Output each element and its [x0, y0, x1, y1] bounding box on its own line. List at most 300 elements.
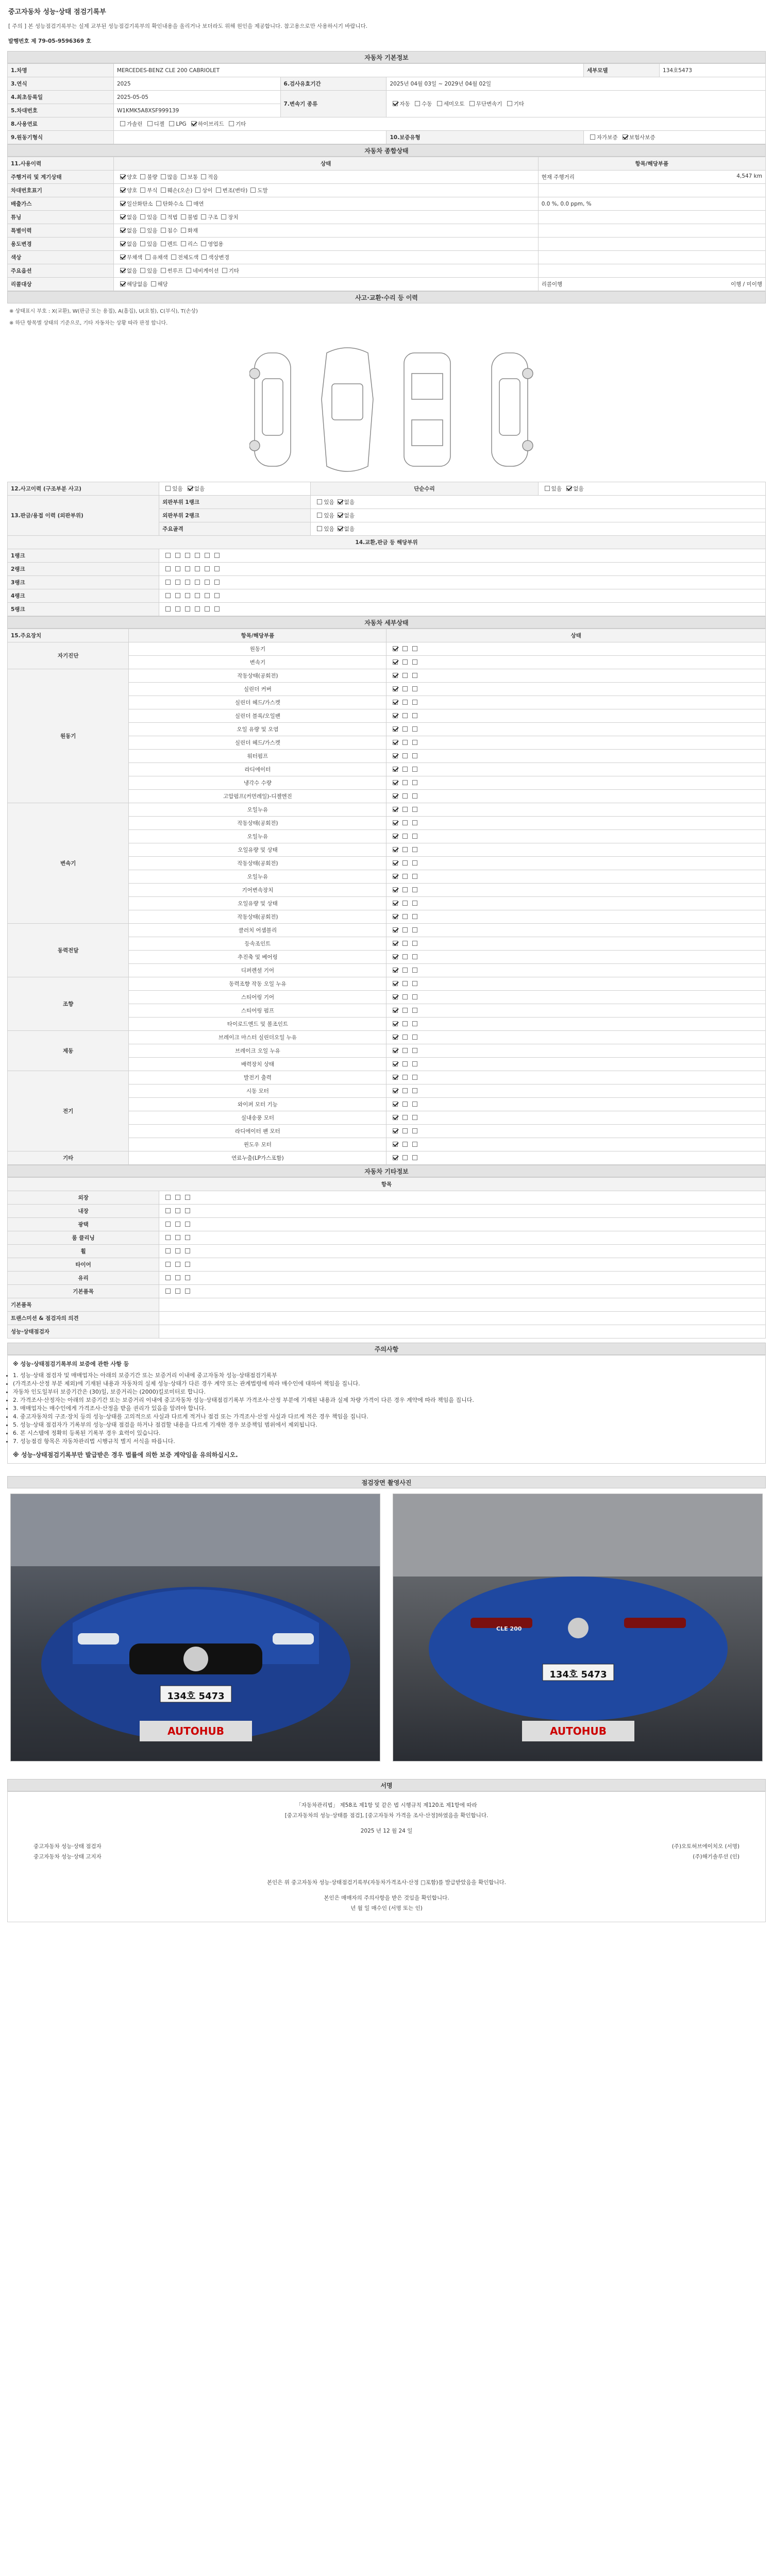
checkbox-icon[interactable] [393, 1101, 398, 1107]
overall-item-label: 특별이력 [8, 224, 114, 238]
sign-line-1: 「자동차관리법」 제58조 제1항 및 같은 법 시행규칙 제120조 제1항에 따라 [296, 1802, 477, 1808]
option-label: 불법 [187, 214, 198, 221]
checkbox-icon[interactable] [402, 1008, 408, 1013]
checkbox-icon[interactable] [412, 820, 417, 825]
checkbox-icon[interactable] [338, 513, 343, 518]
checkbox-icon[interactable] [393, 874, 398, 879]
checkbox-icon[interactable] [545, 486, 550, 491]
checkbox-icon[interactable] [140, 268, 145, 273]
checkbox-icon[interactable] [185, 1195, 190, 1200]
other-item-label: 룸 클리닝 [8, 1231, 159, 1245]
section-photo-header: 점검장면 촬영사진 [7, 1476, 766, 1488]
checkbox-icon[interactable] [140, 228, 145, 233]
checkbox-icon[interactable] [402, 1088, 408, 1093]
checkbox-icon[interactable] [402, 1155, 408, 1160]
checkbox-icon[interactable] [185, 1248, 190, 1253]
checkbox-icon[interactable] [175, 566, 180, 571]
checkbox-icon[interactable] [412, 740, 417, 745]
checkbox-icon[interactable] [393, 981, 398, 986]
checkbox-icon[interactable] [393, 726, 398, 732]
checkbox-icon[interactable] [412, 1115, 417, 1120]
checkbox-icon[interactable] [412, 753, 417, 758]
option-label: 리스 [187, 241, 198, 247]
basic-value-plate: 134호5473 [660, 64, 766, 77]
checkbox-icon[interactable] [175, 1289, 180, 1294]
checkbox-icon[interactable] [402, 713, 408, 718]
checkbox-icon[interactable] [393, 686, 398, 691]
checkbox-icon[interactable] [412, 1021, 417, 1026]
checkbox-icon[interactable] [185, 606, 190, 612]
checkbox-icon[interactable] [147, 121, 153, 126]
checkbox-icon[interactable] [412, 1101, 417, 1107]
rank-options: 있음 없음 [311, 522, 766, 536]
damage-rank-label: 5랭크 [8, 603, 159, 616]
checkbox-icon[interactable] [120, 201, 125, 206]
checkbox-icon[interactable] [393, 659, 398, 665]
checkbox-icon[interactable] [393, 1021, 398, 1026]
list-item: • 3. 매매업자는 매수인에게 가격조사·산정을 받을 권리가 있음을 알려야 합니다. [13, 1404, 760, 1412]
table-row [8, 924, 766, 937]
option-label: 색상변경 [208, 255, 229, 261]
checkbox-icon[interactable] [402, 834, 408, 839]
checkbox-icon[interactable] [195, 188, 200, 193]
checkbox-icon[interactable] [165, 580, 171, 585]
checkbox-icon[interactable] [412, 780, 417, 785]
checkbox-icon[interactable] [402, 887, 408, 892]
checkbox-icon[interactable] [412, 1075, 417, 1080]
checkbox-icon[interactable] [185, 1222, 190, 1227]
checkbox-icon[interactable] [393, 646, 398, 651]
detail-item-label: 변속기 [129, 656, 386, 669]
checkbox-icon[interactable] [175, 1262, 180, 1267]
detail-header-col3: 상태 [386, 629, 766, 642]
checkbox-icon[interactable] [393, 914, 398, 919]
checkbox-icon[interactable] [175, 1248, 180, 1253]
checkbox-icon[interactable] [175, 593, 180, 598]
checkbox-icon[interactable] [412, 793, 417, 799]
checkbox-icon[interactable] [412, 968, 417, 973]
checkbox-icon[interactable] [186, 268, 191, 273]
checkbox-icon[interactable] [437, 101, 442, 106]
detail-group-label: 조향 [8, 977, 129, 1031]
detail-item-label: 브레이크 오일 누유 [129, 1044, 386, 1058]
checkbox-icon[interactable] [317, 513, 322, 518]
checkbox-icon[interactable] [393, 673, 398, 678]
checkbox-icon[interactable] [402, 673, 408, 678]
checkbox-icon[interactable] [214, 566, 220, 571]
detail-item-status [386, 924, 766, 937]
checkbox-icon[interactable] [590, 134, 595, 140]
checkbox-icon[interactable] [195, 593, 200, 598]
checkbox-icon[interactable] [165, 606, 171, 612]
checkbox-icon[interactable] [165, 593, 171, 598]
checkbox-icon[interactable] [402, 780, 408, 785]
checkbox-icon[interactable] [169, 121, 174, 126]
checkbox-icon[interactable] [185, 1275, 190, 1280]
checkbox-icon[interactable] [402, 847, 408, 852]
checkbox-icon[interactable] [623, 134, 628, 140]
checkbox-icon[interactable] [393, 860, 398, 866]
checkbox-icon[interactable] [205, 593, 210, 598]
checkbox-icon[interactable] [205, 553, 210, 558]
checkbox-icon[interactable] [412, 1008, 417, 1013]
checkbox-icon[interactable] [393, 901, 398, 906]
basic-label-model: 세부모델 [583, 64, 659, 77]
checkbox-icon[interactable] [165, 1235, 171, 1240]
checkbox-icon[interactable] [566, 486, 572, 491]
checkbox-icon[interactable] [185, 593, 190, 598]
checkbox-icon[interactable] [140, 214, 145, 219]
checkbox-icon[interactable] [140, 188, 145, 193]
checkbox-icon[interactable] [402, 686, 408, 691]
checkbox-icon[interactable] [120, 241, 125, 246]
detail-item-status [386, 669, 766, 683]
checkbox-icon[interactable] [412, 874, 417, 879]
checkbox-icon[interactable] [165, 1222, 171, 1227]
detail-group-label: 제동 [8, 1031, 129, 1071]
checkbox-icon[interactable] [402, 753, 408, 758]
checkbox-icon[interactable] [165, 1262, 171, 1267]
checkbox-icon[interactable] [393, 847, 398, 852]
checkbox-icon[interactable] [402, 927, 408, 933]
checkbox-icon[interactable] [161, 214, 166, 219]
checkbox-icon[interactable] [175, 580, 180, 585]
checkbox-icon[interactable] [412, 901, 417, 906]
checkbox-icon[interactable] [151, 281, 156, 286]
checkbox-icon[interactable] [402, 981, 408, 986]
checkbox-icon[interactable] [393, 1088, 398, 1093]
checkbox-icon[interactable] [402, 1021, 408, 1026]
checkbox-icon[interactable] [402, 807, 408, 812]
checkbox-icon[interactable] [317, 526, 322, 531]
table-row [8, 1325, 766, 1338]
checkbox-icon[interactable] [120, 174, 125, 179]
checkbox-icon[interactable] [214, 580, 220, 585]
checkbox-icon[interactable] [402, 1061, 408, 1066]
checkbox-icon[interactable] [175, 1275, 180, 1280]
checkbox-icon[interactable] [185, 553, 190, 558]
checkbox-icon[interactable] [165, 1208, 171, 1213]
detail-item-status [386, 763, 766, 776]
other-header: 항목 [8, 1178, 766, 1191]
checkbox-icon[interactable] [156, 201, 161, 206]
option-label: 없음 [573, 486, 584, 492]
other-bottom-label: 트랜스미션 & 점검자의 의견 [8, 1312, 159, 1325]
checkbox-icon[interactable] [171, 255, 176, 260]
checkbox-icon[interactable] [402, 767, 408, 772]
checkbox-icon[interactable] [393, 767, 398, 772]
checkbox-icon[interactable] [201, 241, 206, 246]
checkbox-icon[interactable] [412, 713, 417, 718]
checkbox-icon[interactable] [393, 887, 398, 892]
checkbox-icon[interactable] [402, 700, 408, 705]
checkbox-icon[interactable] [338, 499, 343, 504]
checkbox-icon[interactable] [185, 566, 190, 571]
detail-item-label: 작동상태(공회전) [129, 669, 386, 683]
checkbox-icon[interactable] [181, 241, 186, 246]
checkbox-icon[interactable] [412, 914, 417, 919]
basic-label-vin: 5.차대번호 [8, 104, 114, 117]
checkbox-icon[interactable] [412, 700, 417, 705]
checkbox-icon[interactable] [393, 780, 398, 785]
checkbox-icon[interactable] [412, 927, 417, 933]
checkbox-icon[interactable] [181, 228, 186, 233]
option-label: 전체도색 [177, 255, 199, 261]
checkbox-icon[interactable] [412, 1155, 417, 1160]
checkbox-icon[interactable] [402, 968, 408, 973]
checkbox-icon[interactable] [402, 820, 408, 825]
checkbox-icon[interactable] [165, 1248, 171, 1253]
checkbox-icon[interactable] [402, 1035, 408, 1040]
checkbox-icon[interactable] [120, 255, 125, 260]
checkbox-icon[interactable] [191, 121, 196, 126]
checkbox-icon[interactable] [120, 228, 125, 233]
checkbox-icon[interactable] [120, 188, 125, 193]
checkbox-icon[interactable] [393, 713, 398, 718]
option-label: 하이브리드 [198, 121, 224, 127]
checkbox-icon[interactable] [221, 214, 226, 219]
checkbox-icon[interactable] [393, 941, 398, 946]
checkbox-icon[interactable] [185, 1289, 190, 1294]
checkbox-icon[interactable] [402, 1075, 408, 1080]
checkbox-icon[interactable] [120, 121, 125, 126]
checkbox-icon[interactable] [402, 914, 408, 919]
checkbox-icon[interactable] [393, 101, 398, 106]
detail-item-label: 동력조향 작동 오일 누유 [129, 977, 386, 991]
detail-item-label: 냉각수 수량 [129, 776, 386, 790]
checkbox-icon[interactable] [412, 1061, 417, 1066]
front-photo [10, 1494, 380, 1761]
other-item-options [159, 1218, 766, 1231]
checkbox-icon[interactable] [214, 553, 220, 558]
checkbox-icon[interactable] [412, 847, 417, 852]
checkbox-icon[interactable] [402, 1142, 408, 1147]
checkbox-icon[interactable] [393, 1008, 398, 1013]
checkbox-icon[interactable] [195, 553, 200, 558]
other-item-label: 외장 [8, 1191, 159, 1205]
checkbox-icon[interactable] [175, 1222, 180, 1227]
checkbox-icon[interactable] [393, 1128, 398, 1133]
checkbox-icon[interactable] [216, 188, 221, 193]
detail-header-col2: 항목/해당부품 [129, 629, 386, 642]
checkbox-icon[interactable] [185, 1262, 190, 1267]
checkbox-icon[interactable] [165, 566, 171, 571]
detail-group-label: 전기 [8, 1071, 129, 1151]
checkbox-icon[interactable] [412, 646, 417, 651]
checkbox-icon[interactable] [507, 101, 512, 106]
checkbox-icon[interactable] [161, 268, 166, 273]
checkbox-icon[interactable] [393, 954, 398, 959]
checkbox-icon[interactable] [412, 981, 417, 986]
checkbox-icon[interactable] [175, 1195, 180, 1200]
checkbox-icon[interactable] [402, 1101, 408, 1107]
checkbox-icon[interactable] [205, 566, 210, 571]
checkbox-icon[interactable] [185, 1235, 190, 1240]
checkbox-icon[interactable] [412, 807, 417, 812]
option-label: 영업용 [208, 241, 224, 247]
detail-item-status [386, 1044, 766, 1058]
checkbox-icon[interactable] [161, 188, 166, 193]
checkbox-icon[interactable] [415, 101, 420, 106]
checkbox-icon[interactable] [412, 1128, 417, 1133]
checkbox-icon[interactable] [402, 941, 408, 946]
detail-item-label: 실린더 헤드/가스켓 [129, 696, 386, 709]
basic-info-table [7, 63, 766, 144]
checkbox-icon[interactable] [412, 686, 417, 691]
checkbox-icon[interactable] [402, 726, 408, 732]
photo-row [7, 1488, 766, 1767]
checkbox-icon[interactable] [412, 887, 417, 892]
checkbox-icon[interactable] [229, 121, 234, 126]
attention-bold-note: ※ 성능·상태점검기록부만 발급받은 경우 법률에 의한 보증 계약임을 유의하십시오. [13, 1451, 238, 1459]
table-row [8, 576, 766, 589]
car-outline-icon [249, 337, 538, 482]
checkbox-icon[interactable] [140, 241, 145, 246]
detail-item-label: 작동상태(공회전) [129, 857, 386, 870]
detail-item-status [386, 683, 766, 696]
checkbox-icon[interactable] [412, 767, 417, 772]
detail-item-label: 워터펌프 [129, 750, 386, 763]
checkbox-icon[interactable] [250, 188, 256, 193]
simple-repair-options [538, 482, 765, 496]
checkbox-icon[interactable] [412, 1048, 417, 1053]
checkbox-icon[interactable] [393, 793, 398, 799]
checkbox-icon[interactable] [412, 1088, 417, 1093]
checkbox-icon[interactable] [393, 968, 398, 973]
checkbox-icon[interactable] [393, 807, 398, 812]
checkbox-icon[interactable] [165, 1195, 171, 1200]
checkbox-icon[interactable] [469, 101, 475, 106]
other-bottom-label: 성능·상태점검자 [8, 1325, 159, 1338]
checkbox-icon[interactable] [412, 954, 417, 959]
option-label: 장치 [228, 214, 239, 221]
checkbox-icon[interactable] [393, 1142, 398, 1147]
checkbox-icon[interactable] [402, 1048, 408, 1053]
checkbox-icon[interactable] [140, 174, 145, 179]
checkbox-icon[interactable] [402, 1115, 408, 1120]
fuel-options [113, 117, 765, 131]
checkbox-icon[interactable] [402, 1128, 408, 1133]
checkbox-icon[interactable] [205, 580, 210, 585]
detail-header-col1: 15.주요장치 [8, 629, 129, 642]
checkbox-icon[interactable] [175, 1208, 180, 1213]
checkbox-icon[interactable] [165, 1289, 171, 1294]
checkbox-icon[interactable] [120, 268, 125, 273]
checkbox-icon[interactable] [165, 486, 171, 491]
checkbox-icon[interactable] [402, 994, 408, 999]
detail-item-label: 시동 모터 [129, 1084, 386, 1098]
checkbox-icon[interactable] [412, 659, 417, 665]
checkbox-icon[interactable] [412, 860, 417, 866]
checkbox-icon[interactable] [201, 214, 206, 219]
checkbox-icon[interactable] [402, 659, 408, 665]
checkbox-icon[interactable] [214, 593, 220, 598]
checkbox-icon[interactable] [393, 1035, 398, 1040]
checkbox-icon[interactable] [187, 201, 192, 206]
checkbox-icon[interactable] [393, 834, 398, 839]
checkbox-icon[interactable] [120, 281, 125, 286]
checkbox-icon[interactable] [201, 174, 206, 179]
checkbox-icon[interactable] [175, 553, 180, 558]
checkbox-icon[interactable] [195, 606, 200, 612]
checkbox-icon[interactable] [175, 606, 180, 612]
checkbox-icon[interactable] [412, 673, 417, 678]
checkbox-icon[interactable] [145, 255, 150, 260]
checkbox-icon[interactable] [393, 1155, 398, 1160]
checkbox-icon[interactable] [412, 941, 417, 946]
checkbox-icon[interactable] [181, 214, 186, 219]
checkbox-icon[interactable] [317, 499, 322, 504]
basic-label-fuel: 8.사용연료 [8, 117, 114, 131]
table-row [8, 238, 766, 251]
checkbox-icon[interactable] [393, 753, 398, 758]
checkbox-icon[interactable] [175, 1235, 180, 1240]
checkbox-icon[interactable] [412, 726, 417, 732]
detail-item-status [386, 723, 766, 736]
damage-rank-2: 외판부위 2랭크 [159, 509, 311, 522]
checkbox-icon[interactable] [181, 174, 186, 179]
checkbox-icon[interactable] [393, 1075, 398, 1080]
detail-item-label: 실내송풍 모터 [129, 1111, 386, 1125]
other-item-options [159, 1272, 766, 1285]
checkbox-icon[interactable] [165, 1275, 171, 1280]
checkbox-icon[interactable] [393, 740, 398, 745]
checkbox-icon[interactable] [393, 700, 398, 705]
checkbox-icon[interactable] [161, 228, 166, 233]
checkbox-icon[interactable] [412, 1035, 417, 1040]
checkbox-icon[interactable] [188, 486, 193, 491]
option-label: 4,547 km [736, 173, 762, 179]
checkbox-icon[interactable] [205, 606, 210, 612]
checkbox-icon[interactable] [338, 526, 343, 531]
checkbox-icon[interactable] [185, 1208, 190, 1213]
checkbox-icon[interactable] [402, 860, 408, 866]
checkbox-icon[interactable] [402, 901, 408, 906]
checkbox-icon[interactable] [393, 1048, 398, 1053]
option-label: 없음 [126, 214, 138, 221]
checkbox-icon[interactable] [393, 927, 398, 933]
checkbox-icon[interactable] [412, 1142, 417, 1147]
checkbox-icon[interactable] [185, 580, 190, 585]
checkbox-icon[interactable] [393, 1115, 398, 1120]
checkbox-icon[interactable] [412, 834, 417, 839]
detail-item-status [386, 884, 766, 897]
attention-list [13, 1371, 760, 1445]
checkbox-icon[interactable] [393, 820, 398, 825]
checkbox-icon[interactable] [195, 566, 200, 571]
checkbox-icon[interactable] [165, 553, 171, 558]
checkbox-icon[interactable] [402, 646, 408, 651]
checkbox-icon[interactable] [161, 241, 166, 246]
checkbox-icon[interactable] [393, 994, 398, 999]
checkbox-icon[interactable] [161, 174, 166, 179]
checkbox-icon[interactable] [402, 954, 408, 959]
detail-group-label: 동력전달 [8, 924, 129, 977]
checkbox-icon[interactable] [195, 580, 200, 585]
checkbox-icon[interactable] [402, 793, 408, 799]
detail-item-status [386, 1071, 766, 1084]
checkbox-icon[interactable] [402, 740, 408, 745]
checkbox-icon[interactable] [412, 994, 417, 999]
checkbox-icon[interactable] [120, 214, 125, 219]
overall-header-col1: 11.사용이력 [8, 157, 114, 171]
checkbox-icon[interactable] [402, 874, 408, 879]
checkbox-icon[interactable] [214, 606, 220, 612]
checkbox-icon[interactable] [222, 268, 227, 273]
checkbox-icon[interactable] [201, 255, 207, 260]
checkbox-icon[interactable] [393, 1061, 398, 1066]
rear-brand: AUTOHUB [550, 1725, 607, 1737]
